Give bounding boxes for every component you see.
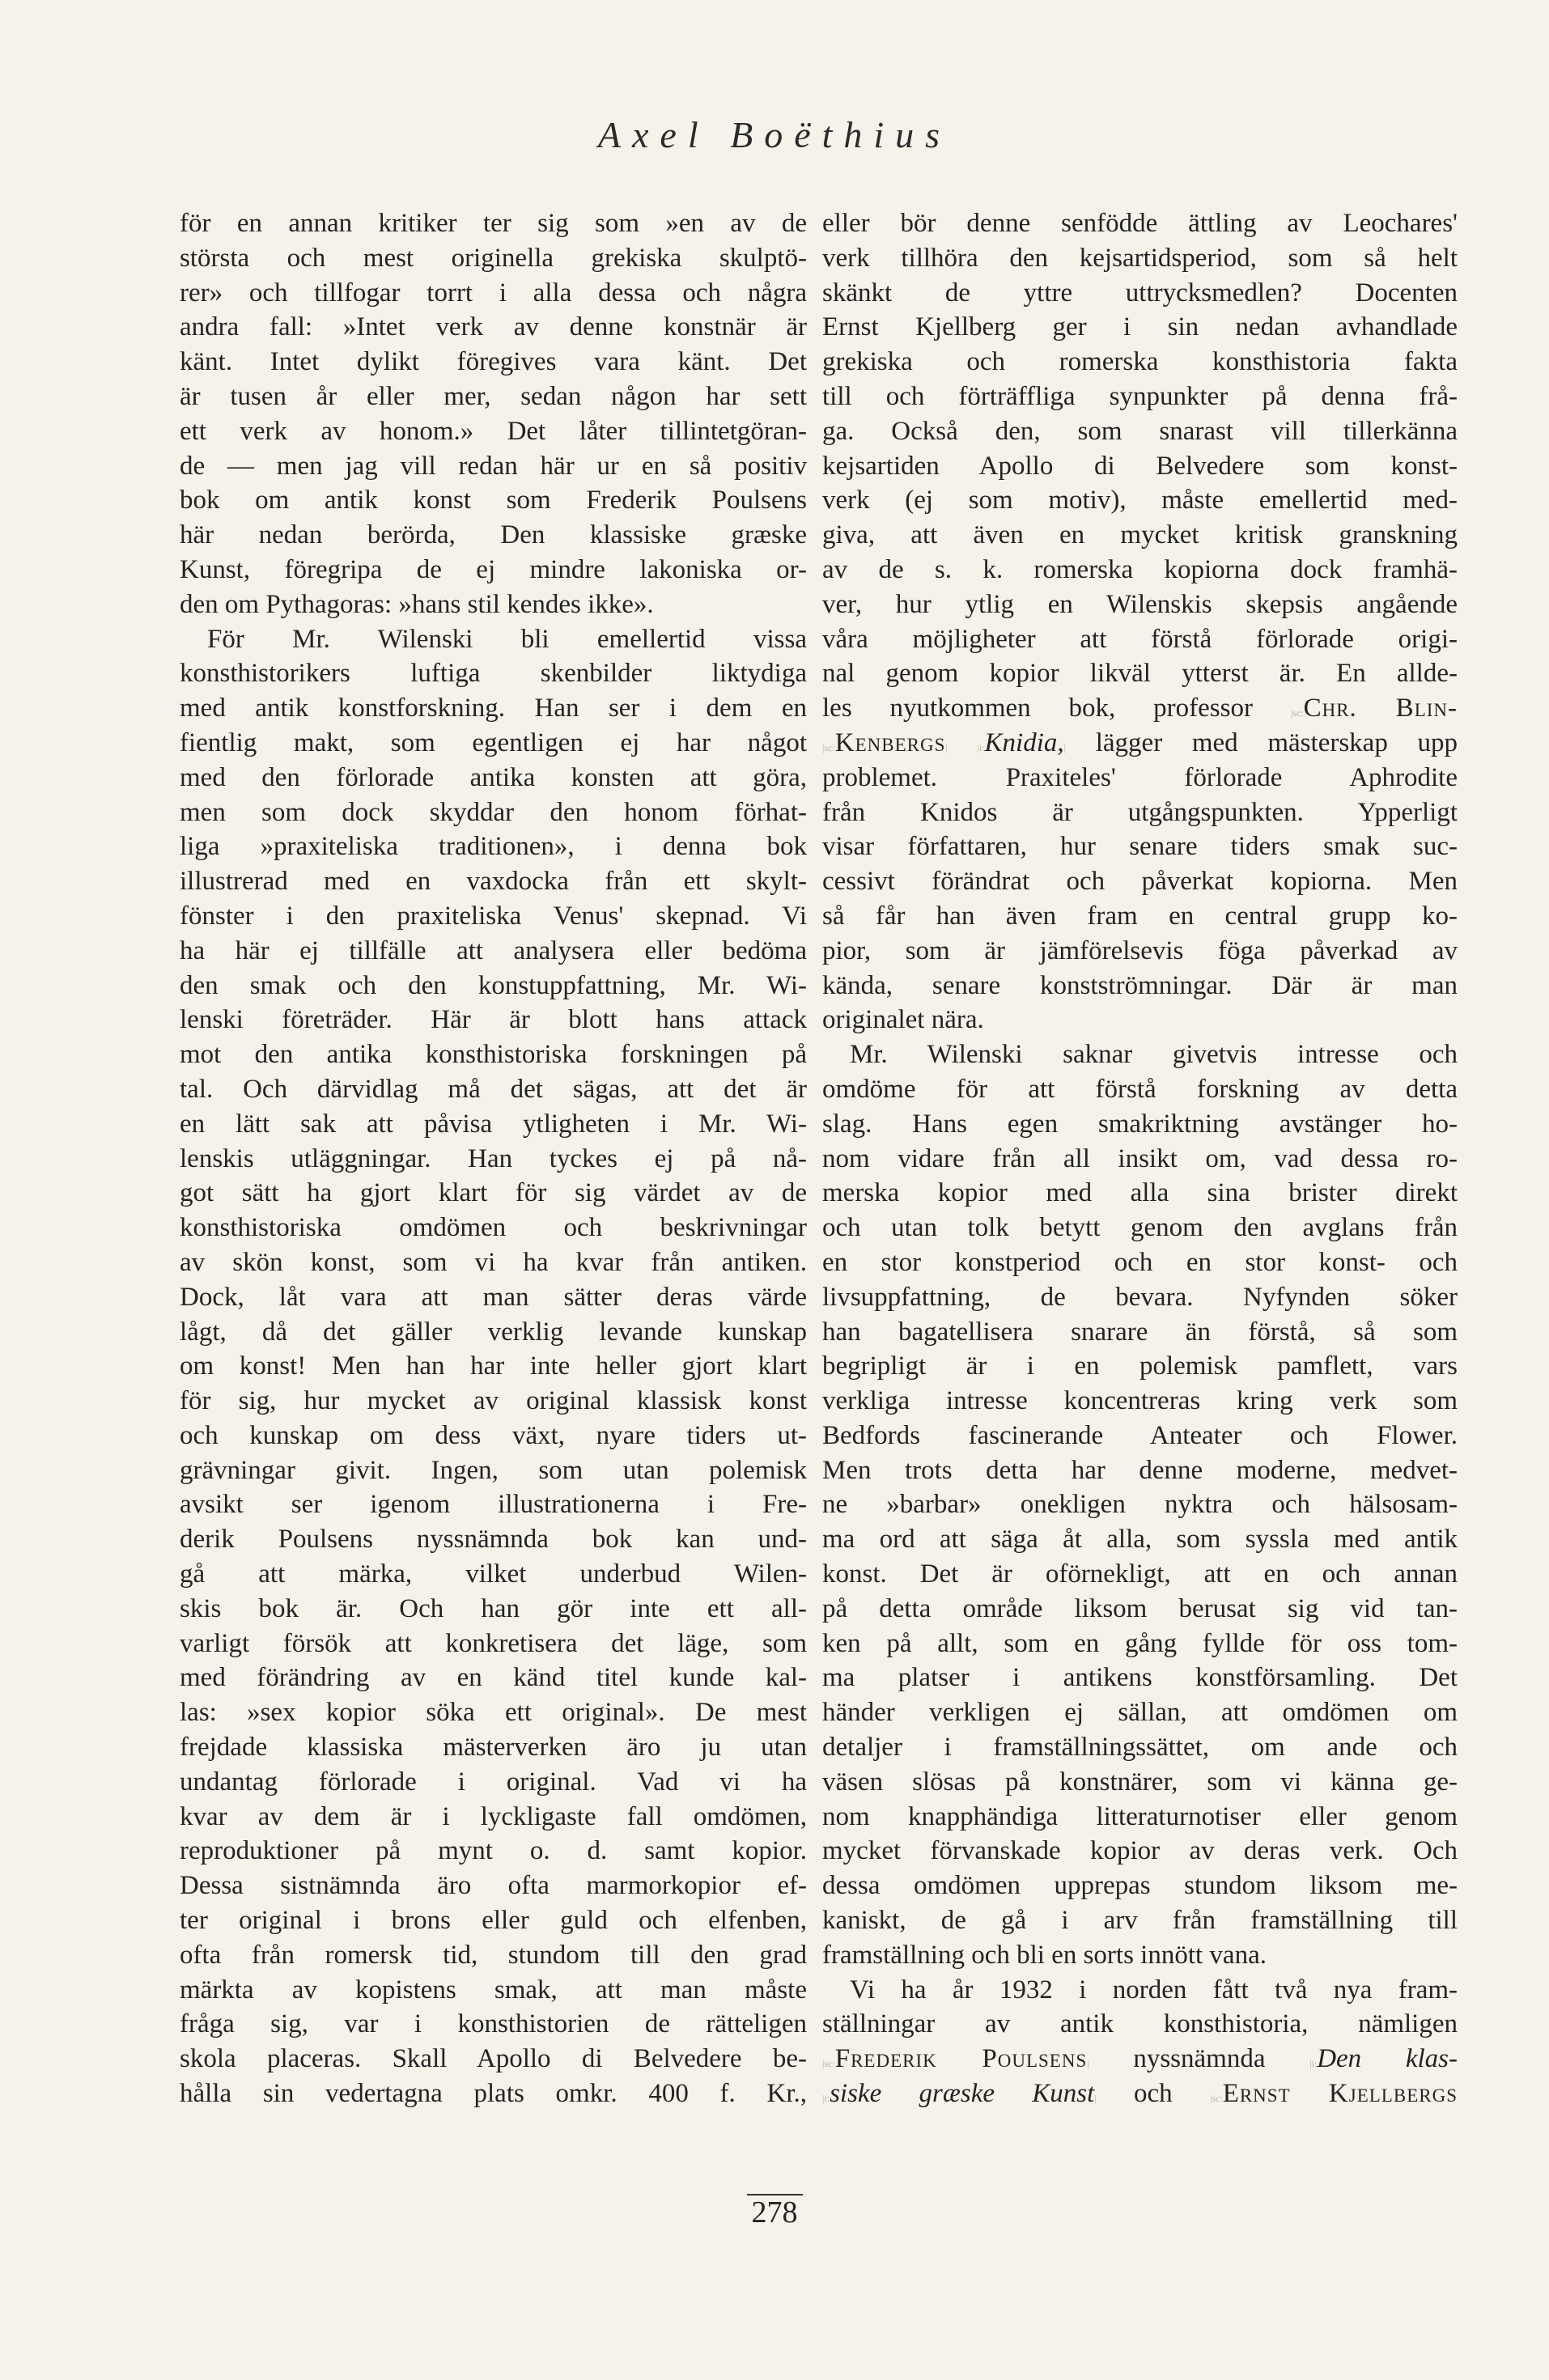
text-line: nal genom kopior likväl ytterst är. En allde- xyxy=(822,659,1458,689)
text-line: kvar av dem är i lyckligaste fall omdömen, xyxy=(180,1801,807,1831)
text-line: hålla sin vedertagna plats omkr. 400 f. Kr., xyxy=(180,2079,807,2109)
text-line: verk (ej som motiv), måste emellertid med- xyxy=(822,486,1458,515)
text-line: varligt försök att konkretisera det läge, som xyxy=(180,1628,807,1658)
text-line: illustrerad med en vaxdocka från ett skylt- xyxy=(180,867,807,897)
text-line: ett verk av honom.» Det låter tillintetgöran- xyxy=(180,416,807,446)
text-run: lägger med mästerskap upp xyxy=(1066,728,1458,757)
text-line: händer verkligen ej sällan, att omdömen om xyxy=(822,1698,1458,1728)
format-marker: |sc: xyxy=(822,741,835,753)
text-line: ma platser i antikens konstförsamling. Det xyxy=(822,1663,1458,1693)
text-run: och xyxy=(1096,2079,1210,2109)
small-caps-text: Kenbergs xyxy=(834,728,946,757)
text-line: är tusen år eller mer, sedan någon har sett xyxy=(180,381,807,411)
text-line: på detta område liksom berusat sig vid tan- xyxy=(822,1593,1458,1623)
right-column xyxy=(822,206,1458,2111)
format-marker: |i: xyxy=(1309,2058,1318,2070)
text-line: den om Pythagoras: »hans stil kendes ikke». xyxy=(180,589,654,619)
text-line: lenski företräder. Här är blott hans attack xyxy=(180,1005,807,1035)
text-line xyxy=(822,2042,1458,2077)
format-marker: | xyxy=(1087,2058,1089,2070)
text-line: och kunskap om dess växt, nyare tiders ut- xyxy=(180,1420,807,1450)
small-caps-text: Frederik Poulsens xyxy=(834,2044,1088,2074)
text-line: verk tillhöra den kejsartidsperiod, som så helt xyxy=(822,243,1458,273)
text-line: problemet. Praxiteles' förlorade Aphrodite xyxy=(822,762,1458,792)
text-line: mycket förvanskade kopior av deras verk. Och xyxy=(822,1836,1458,1866)
text-line: Mr. Wilenski saknar givetvis intresse och xyxy=(850,1040,1458,1070)
text-line: ställningar av antik konsthistoria, nämligen xyxy=(822,2009,1458,2039)
text-line: han bagatellisera snarare än förstå, så som xyxy=(822,1317,1458,1347)
format-marker: |sc: xyxy=(822,2058,835,2070)
text-line: reproduktioner på mynt o. d. samt kopior. xyxy=(180,1836,807,1866)
text-line: om konst! Men han har inte heller gjort klart xyxy=(180,1351,807,1381)
text-line: Vi ha år 1932 i norden fått två nya fram- xyxy=(850,1975,1458,2005)
text-line: merska kopior med alla sina brister direkt xyxy=(822,1178,1458,1208)
text-line: dessa omdömen upprepas stundom liksom me- xyxy=(822,1871,1458,1901)
small-caps-text: Chr. Blin- xyxy=(1303,694,1458,723)
text-line: konst. Det är oförnekligt, att en och annan xyxy=(822,1559,1458,1589)
text-line: pior, som är jämförelsevis föga påverkad av xyxy=(822,935,1458,965)
format-marker: |i: xyxy=(977,741,985,753)
text-line: andra fall: »Intet verk av denne konstnär är xyxy=(180,312,807,342)
text-line: Bedfords fascinerande Anteater och Flower. xyxy=(822,1420,1458,1450)
text-line: cessivt förändrat och påverkat kopiorna. Men xyxy=(822,867,1458,897)
text-line: våra möjligheter att förstå förlorade origi- xyxy=(822,624,1458,654)
text-line xyxy=(822,2077,1458,2111)
text-line: men som dock skyddar den honom förhat- xyxy=(180,797,807,827)
text-line: lenskis utläggningar. Han tyckes ej på nå- xyxy=(180,1143,807,1173)
format-marker: | xyxy=(1094,2093,1097,2105)
text-line: verkliga intresse koncentreras kring verk som xyxy=(822,1386,1458,1416)
text-line: derik Poulsens nyssnämnda bok kan und- xyxy=(180,1525,807,1555)
text-line: lågt, då det gäller verklig levande kunskap xyxy=(180,1317,807,1347)
text-line: rer» och tillfogar torrt i alla dessa och några xyxy=(180,278,807,308)
text-line: med antik konstforskning. Han ser i dem en xyxy=(180,694,807,723)
format-marker: | xyxy=(1063,741,1067,753)
text-line: liga »praxiteliska traditionen», i denna bok xyxy=(180,832,807,862)
text-line: ha här ej tillfälle att analysera eller bedöma xyxy=(180,935,807,965)
text-line: eller bör denne senfödde ättling av Leochares' xyxy=(822,209,1458,238)
text-line: med förändring av en känd titel kunde kal- xyxy=(180,1663,807,1693)
text-line: nom knapphändiga litteraturnotiser eller genom xyxy=(822,1801,1458,1831)
italic-text: Den klas- xyxy=(1317,2044,1458,2074)
text-line: av skön konst, som vi ha kvar från antiken. xyxy=(180,1247,807,1277)
text-line: ofta från romersk tid, stundom till den grad xyxy=(180,1940,807,1970)
text-run: les nyutkommen bok, professor xyxy=(822,694,1291,723)
text-line: fönster i den praxiteliska Venus' skepnad. Vi xyxy=(180,901,807,931)
text-line: Men trots detta har denne moderne, medvet- xyxy=(822,1455,1458,1485)
text-line: bok om antik konst som Frederik Poulsens xyxy=(180,486,807,515)
format-marker: |sc: xyxy=(1209,2093,1223,2105)
text-line: här nedan berörda, Den klassiske græske xyxy=(180,520,807,550)
text-line: slag. Hans egen smakriktning avstänger ho- xyxy=(822,1109,1458,1139)
page-number-text: 278 xyxy=(747,2194,803,2229)
text-line: konsthistoriska omdömen och beskrivningar xyxy=(180,1213,807,1243)
text-line: framställning och bli en sorts innött vana. xyxy=(822,1940,1267,1970)
format-marker: |i: xyxy=(822,2093,830,2105)
text-line: fientlig makt, som egentligen ej har något xyxy=(180,728,807,757)
text-line: Dessa sistnämnda äro ofta marmorkopior ef- xyxy=(180,1871,807,1901)
text-line: till och förträffliga synpunkter på denna frå- xyxy=(822,381,1458,411)
text-line: fråga sig, var i konsthistorien de rätteligen xyxy=(180,2009,807,2039)
text-line: mot den antika konsthistoriska forskningen på xyxy=(180,1040,807,1070)
text-line: från Knidos är utgångspunkten. Ypperligt xyxy=(822,797,1458,827)
text-line: frejdade klassiska mästerverken äro ju utan xyxy=(180,1733,807,1763)
text-line: av de s. k. romerska kopiorna dock framhä- xyxy=(822,554,1458,584)
text-line: tal. Och därvidlag må det sägas, att det är xyxy=(180,1074,807,1104)
text-line: begripligt är i en polemisk pamflett, vars xyxy=(822,1351,1458,1381)
text-line: detaljer i framställningssättet, om ande och xyxy=(822,1733,1458,1763)
format-marker: |sc: xyxy=(1290,707,1304,719)
text-line: giva, att även en mycket kritisk granskning xyxy=(822,520,1458,550)
text-line: och utan tolk betytt genom den avglans från xyxy=(822,1213,1458,1243)
text-line: märkta av kopistens smak, att man måste xyxy=(180,1975,807,2005)
text-line: ma ord att säga åt alla, som syssla med antik xyxy=(822,1525,1458,1555)
text-line: skola placeras. Skall Apollo di Belvedere be- xyxy=(180,2044,807,2074)
text-line: de — men jag vill redan här ur en så positiv xyxy=(180,451,807,481)
text-line: las: »sex kopior söka ett original». De mest xyxy=(180,1698,807,1728)
text-line: för en annan kritiker ter sig som »en av de xyxy=(180,209,807,238)
text-line: grekiska och romerska konsthistoria fakta xyxy=(822,347,1458,377)
text-line: undantag förlorade i original. Vad vi ha xyxy=(180,1767,807,1797)
running-title: Axel Boëthius xyxy=(597,114,952,155)
italic-text: Knidia, xyxy=(984,728,1064,757)
text-line: kända, senare konstströmningar. Där är man xyxy=(822,970,1458,1000)
text-line: ter original i brons eller guld och elfenben, xyxy=(180,1906,807,1936)
text-line: konsthistorikers luftiga skenbilder liktydiga xyxy=(180,659,807,689)
text-line: avsikt ser igenom illustrationerna i Fre- xyxy=(180,1490,807,1520)
italic-text: siske græske Kunst xyxy=(830,2079,1095,2109)
text-line: got sätt ha gjort klart för sig värdet av de xyxy=(180,1178,807,1208)
page-number xyxy=(0,2195,1549,2230)
text-line: den smak och den konstuppfattning, Mr. Wi- xyxy=(180,970,807,1000)
text-line: visar författaren, hur senare tiders smak suc- xyxy=(822,832,1458,862)
text-line: för sig, hur mycket av original klassisk konst xyxy=(180,1386,807,1416)
text-line: livsuppfattning, de bevara. Nyfynden söker xyxy=(822,1282,1458,1312)
text-line: nom vidare från all insikt om, vad dessa ro- xyxy=(822,1143,1458,1173)
text-line: en stor konstperiod och en stor konst- och xyxy=(822,1247,1458,1277)
text-line: så får han även fram en central grupp ko- xyxy=(822,901,1458,931)
small-caps-text: Ernst Kjellbergs xyxy=(1222,2079,1458,2109)
text-line: kaniskt, de gå i arv från framställning till xyxy=(822,1906,1458,1936)
text-line: skänkt de yttre uttrycksmedlen? Docenten xyxy=(822,278,1458,308)
format-marker: | xyxy=(945,741,948,753)
left-column xyxy=(180,206,807,2111)
text-line: grävningar givit. Ingen, som utan polemisk xyxy=(180,1455,807,1485)
text-line: ken på allt, som en gång fyllde för oss tom- xyxy=(822,1628,1458,1658)
text-line: en lätt sak att påvisa ytligheten i Mr. Wi- xyxy=(180,1109,807,1139)
text-line: Dock, låt vara att man sätter deras värde xyxy=(180,1282,807,1312)
text-line: skis bok är. Och han gör inte ett all- xyxy=(180,1593,807,1623)
text-run xyxy=(948,728,978,757)
text-line: gå att märka, vilket underbud Wilen- xyxy=(180,1559,807,1589)
text-line: originalet nära. xyxy=(822,1005,984,1035)
text-run: nyssnämnda xyxy=(1089,2044,1310,2074)
text-line: med den förlorade antika konsten att göra, xyxy=(180,762,807,792)
text-line: omdöme för att förstå forskning av detta xyxy=(822,1074,1458,1104)
text-line: ver, hur ytlig en Wilenskis skepsis angående xyxy=(822,589,1458,619)
text-line: För Mr. Wilenski bli emellertid vissa xyxy=(207,624,807,654)
text-line xyxy=(822,726,1458,761)
text-line: största och mest originella grekiska skulptö- xyxy=(180,243,807,273)
text-line: Kunst, föregripa de ej mindre lakoniska or- xyxy=(180,554,807,584)
text-line: Ernst Kjellberg ger i sin nedan avhandlade xyxy=(822,312,1458,342)
text-line xyxy=(822,691,1458,726)
text-line: kejsartiden Apollo di Belvedere som konst- xyxy=(822,451,1458,481)
text-line: ne »barbar» onekligen nyktra och hälsosam- xyxy=(822,1490,1458,1520)
text-line: känt. Intet dylikt föregives vara känt. Det xyxy=(180,347,807,377)
text-line: ga. Också den, som snarast vill tillerkänna xyxy=(822,416,1458,446)
text-line: väsen slösas på konstnärer, som vi känna ge- xyxy=(822,1767,1458,1797)
